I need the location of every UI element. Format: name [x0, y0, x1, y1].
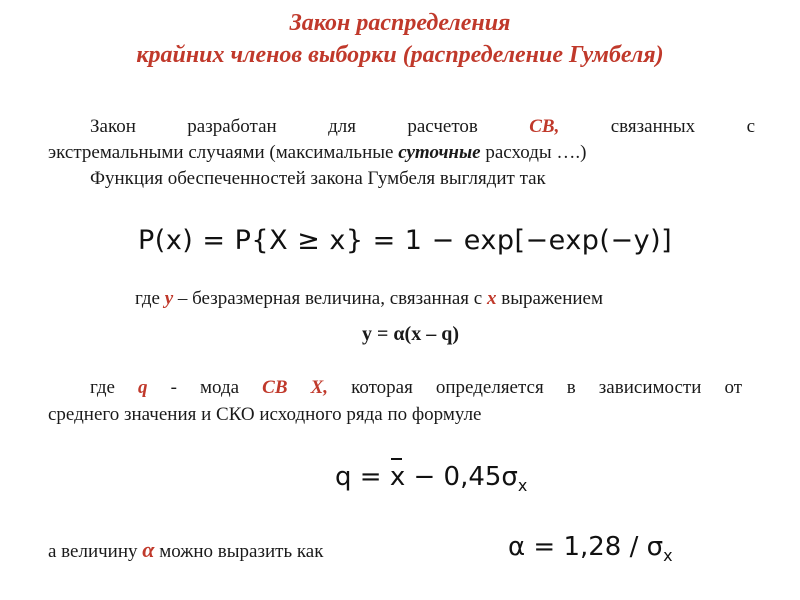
- formula-alpha-main: α = 1,28 / σ: [508, 532, 664, 562]
- y-def-b: – безразмерная величина, связанная с: [173, 288, 487, 309]
- paragraph-function-intro: Функция обеспеченностей закона Гумбеля выглядит так: [90, 168, 546, 189]
- paragraph-purpose-line-2: [48, 140, 758, 165]
- slide-title-line-1: Закон распределения: [289, 10, 511, 36]
- formula-alpha-sub: x: [663, 546, 673, 566]
- paragraph-mode-line-1: [90, 375, 742, 400]
- y-def-a: где: [135, 288, 165, 309]
- formula-q-lhs: q =: [335, 462, 390, 492]
- sv-term: СВ,: [529, 116, 560, 137]
- mode-a: где: [90, 377, 139, 398]
- sv-x-term: СВ X,: [262, 377, 328, 398]
- slide-title-line-2: крайних членов выборки (распределение Гумбеля): [136, 42, 664, 68]
- purpose-line2-a: экстремальными случаями (максимальные: [48, 142, 399, 163]
- formula-q-rest: − 0,45σ: [405, 462, 518, 492]
- purpose-line2-b: расходы ….): [480, 142, 587, 163]
- alpha-symbol: α: [142, 537, 155, 562]
- q-symbol: q: [138, 377, 148, 398]
- formula-q-xbar: x: [389, 462, 406, 492]
- formula-q: [335, 462, 527, 495]
- paragraph-alpha: [48, 537, 323, 564]
- y-symbol: y: [164, 288, 174, 309]
- mode-b: - мода: [147, 377, 263, 398]
- paragraph-purpose-line-1: [90, 114, 755, 139]
- formula-q-sub: x: [517, 476, 528, 496]
- paragraph-mode-line-2: среднего значения и СКО исходного ряда по формуле: [48, 404, 482, 425]
- purpose-tail-text: связанных с: [559, 116, 755, 137]
- mode-c: которая определяется в зависимости от: [328, 377, 743, 398]
- formula-alpha: [508, 532, 673, 565]
- formula-gumbel: P(x) = P{X ≥ x} = 1 − exp[−exp(−y)]: [138, 225, 673, 256]
- x-symbol: x: [486, 288, 497, 309]
- formula-y: y = α(x – q): [362, 323, 460, 345]
- alpha-a: а величину: [48, 541, 143, 562]
- purpose-lead-text: Закон разработан для расчетов: [90, 116, 530, 137]
- daily-term: суточные: [398, 142, 481, 163]
- paragraph-y-definition: [135, 286, 603, 311]
- alpha-b: можно выразить как: [154, 541, 324, 562]
- y-def-c: выражением: [496, 288, 604, 309]
